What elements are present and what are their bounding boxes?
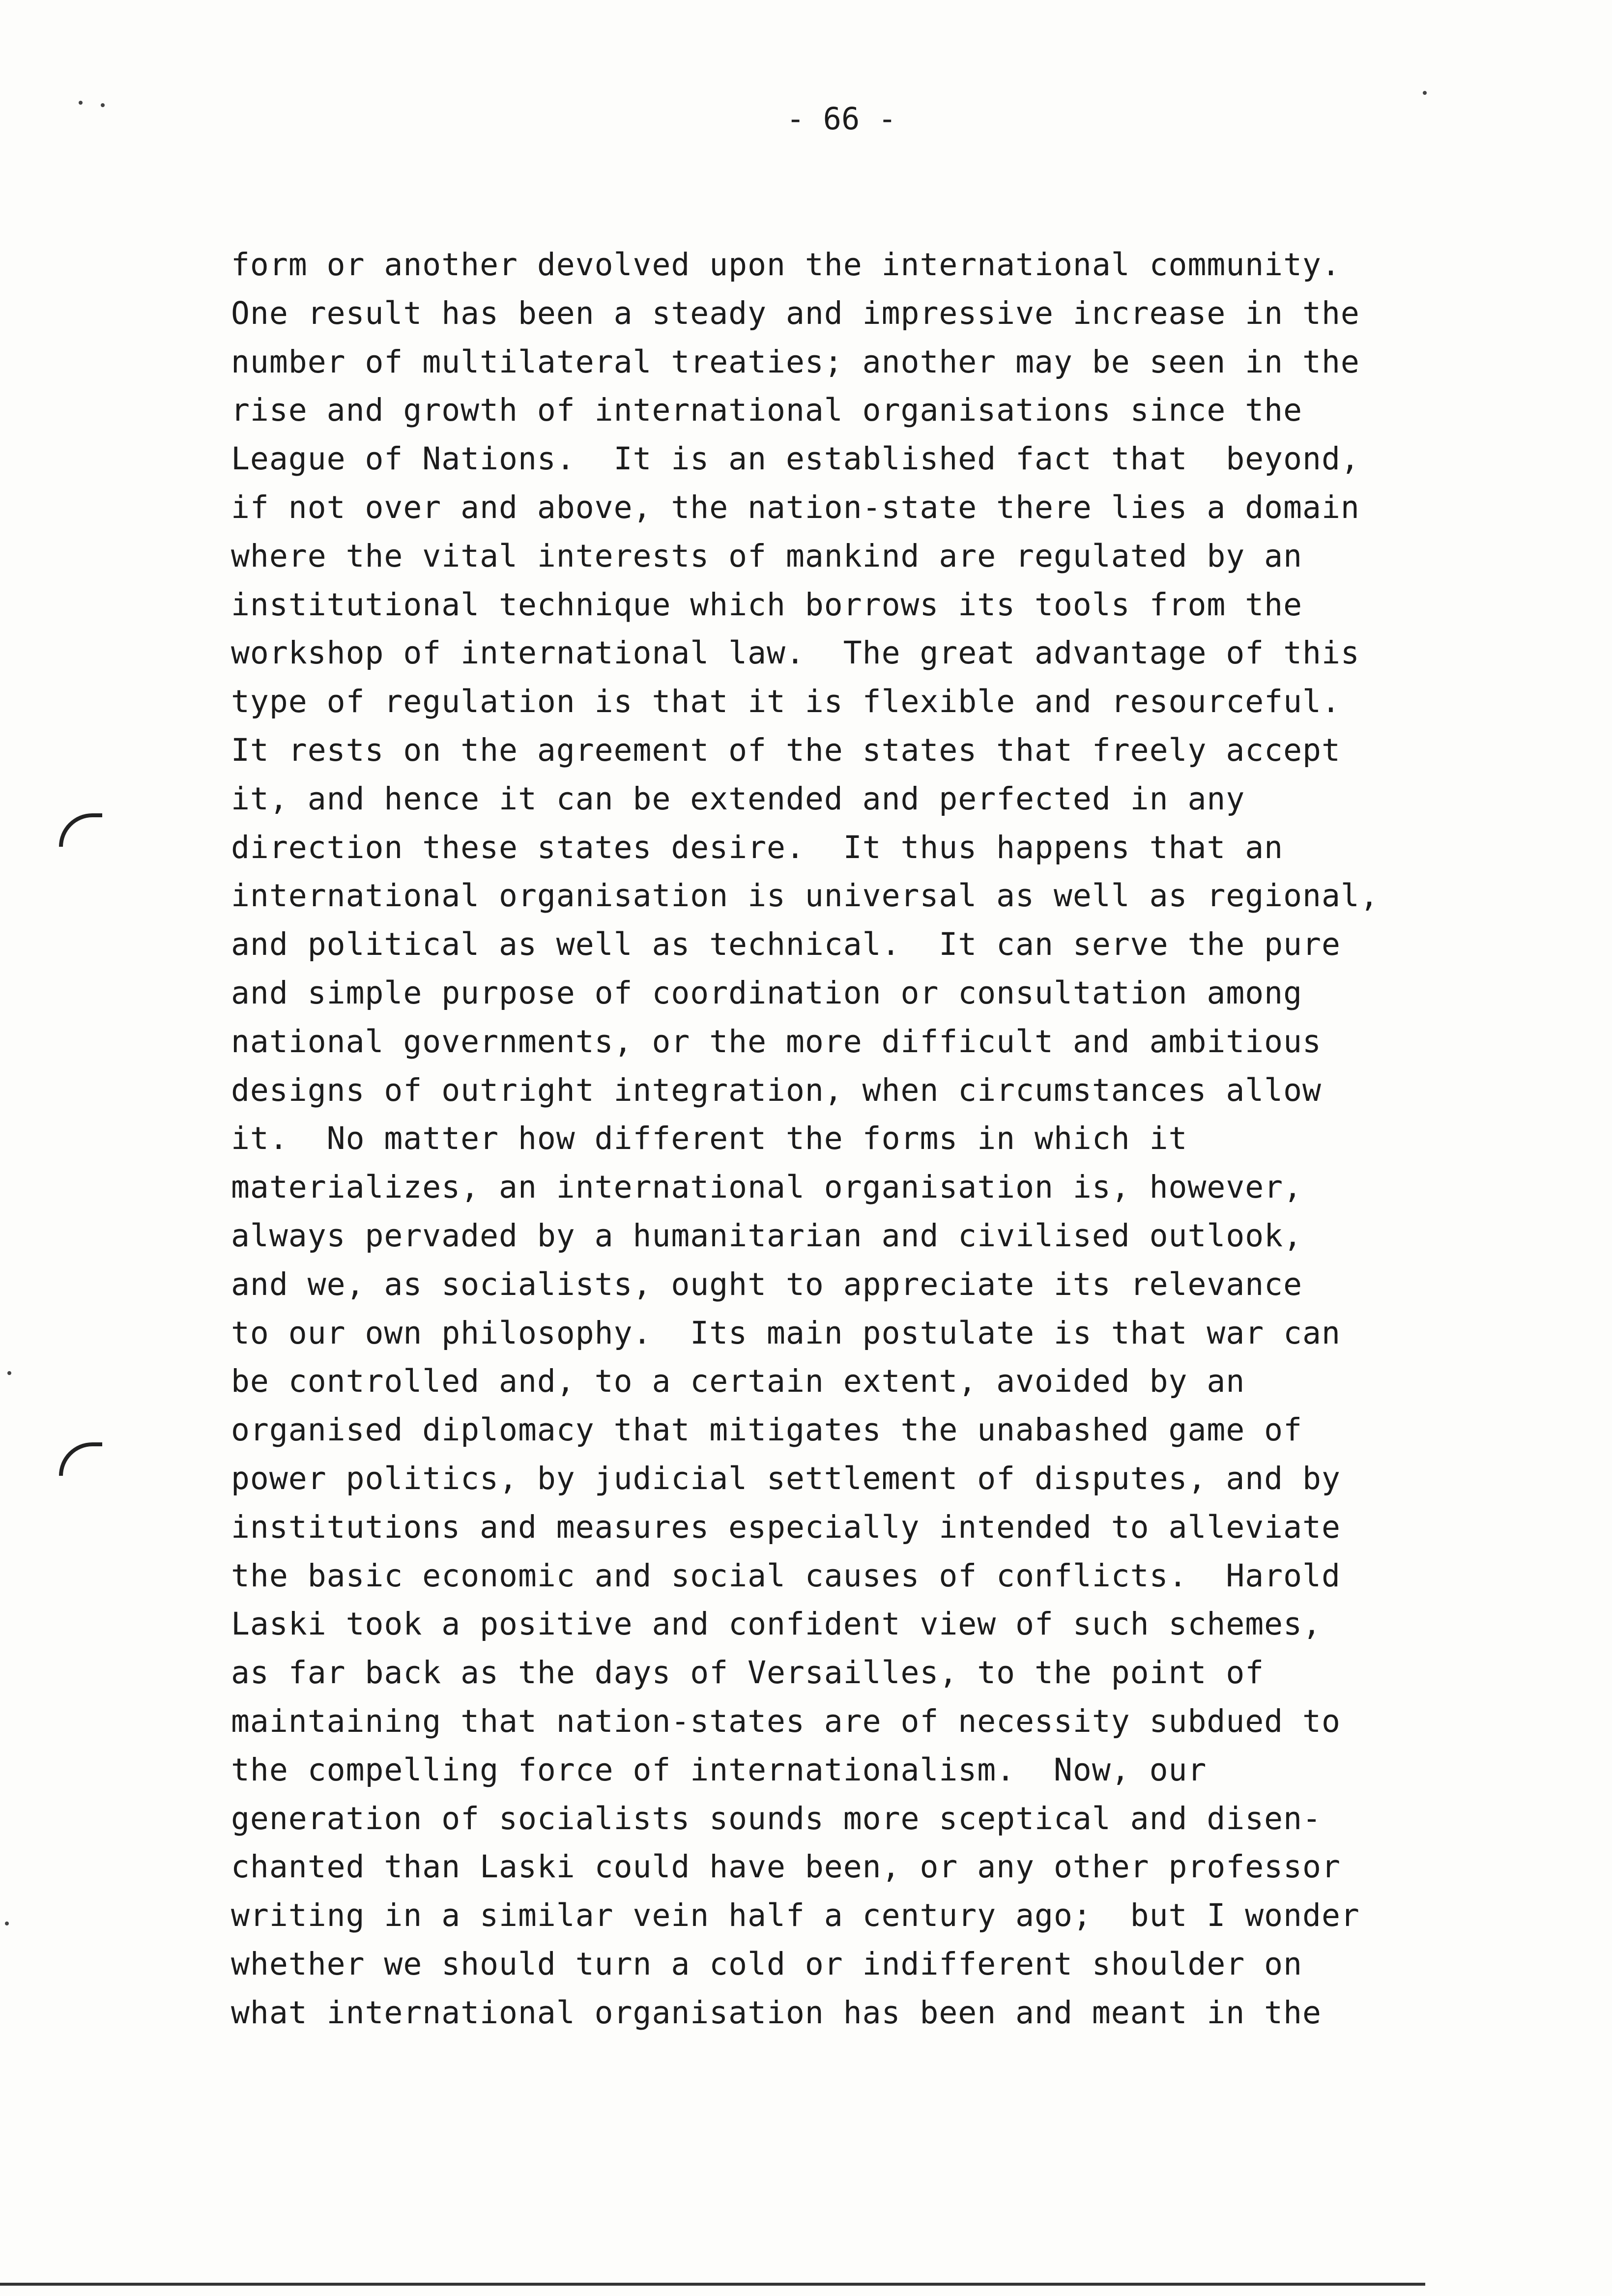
text-line: it. No matter how different the forms in which it: [231, 1120, 1188, 1157]
text-line: designs of outright integration, when circumstances allow: [231, 1072, 1322, 1108]
text-line: number of multilateral treaties; another may be seen in the: [231, 344, 1360, 380]
text-line: workshop of international law. The great advantage of this: [231, 635, 1360, 671]
text-line: if not over and above, the nation-state there lies a domain: [231, 489, 1360, 525]
scan-speck: [101, 103, 105, 107]
text-line: rise and growth of international organisations since the: [231, 392, 1303, 429]
text-line: and simple purpose of coordination or consultation among: [231, 975, 1303, 1011]
text-line: type of regulation is that it is flexible and resourceful.: [231, 684, 1341, 720]
punch-hole-mark: [59, 813, 102, 847]
text-line: generation of socialists sounds more sceptical and disen-: [231, 1800, 1322, 1837]
text-line: what international organisation has been and meant in the: [231, 1994, 1322, 2031]
text-line: and we, as socialists, ought to appreciate its relevance: [231, 1266, 1303, 1302]
text-line: materializes, an international organisation is, however,: [231, 1169, 1303, 1205]
text-line: international organisation is universal as well as regional,: [231, 878, 1379, 914]
text-line: whether we should turn a cold or indifferent shoulder on: [231, 1946, 1303, 1982]
text-line: power politics, by judicial settlement of disputes, and by: [231, 1460, 1341, 1496]
text-line: as far back as the days of Versailles, to the point of: [231, 1655, 1265, 1691]
scan-speck: [7, 1371, 11, 1375]
text-line: One result has been a steady and impressive increase in the: [231, 295, 1360, 331]
text-line: It rests on the agreement of the states that freely accept: [231, 732, 1341, 768]
text-line: national governments, or the more difficult and ambitious: [231, 1023, 1322, 1060]
page-number: - 66 -: [786, 101, 896, 137]
body-text: [231, 241, 1479, 2037]
text-line: to our own philosophy. Its main postulate is that war can: [231, 1315, 1341, 1351]
text-line: the compelling force of internationalism. Now, our: [231, 1751, 1207, 1788]
bottom-rule: [0, 2283, 1425, 2286]
scan-speck: [79, 101, 83, 105]
text-line: institutions and measures especially intended to alleviate: [231, 1509, 1341, 1545]
scan-speck: [5, 1922, 9, 1925]
text-line: chanted than Laski could have been, or any other professor: [231, 1849, 1341, 1885]
text-line: form or another devolved upon the international community.: [231, 247, 1341, 283]
text-line: Laski took a positive and confident view of such schemes,: [231, 1606, 1322, 1642]
text-line: always pervaded by a humanitarian and civilised outlook,: [231, 1217, 1303, 1254]
punch-hole-mark: [59, 1442, 102, 1476]
text-line: writing in a similar vein half a century ago; but I wonder: [231, 1897, 1360, 1934]
text-line: institutional technique which borrows its tools from the: [231, 586, 1303, 623]
text-line: and political as well as technical. It can serve the pure: [231, 926, 1341, 963]
text-line: be controlled and, to a certain extent, avoided by an: [231, 1363, 1245, 1400]
text-line: League of Nations. It is an established fact that beyond,: [231, 441, 1360, 477]
scan-speck: [1423, 91, 1427, 95]
text-line: organised diplomacy that mitigates the unabashed game of: [231, 1412, 1303, 1448]
text-line: where the vital interests of mankind are regulated by an: [231, 538, 1303, 574]
text-line: maintaining that nation-states are of necessity subdued to: [231, 1703, 1341, 1739]
text-line: direction these states desire. It thus happens that an: [231, 829, 1284, 865]
text-line: it, and hence it can be extended and perfected in any: [231, 780, 1245, 817]
text-line: the basic economic and social causes of conflicts. Harold: [231, 1557, 1341, 1594]
